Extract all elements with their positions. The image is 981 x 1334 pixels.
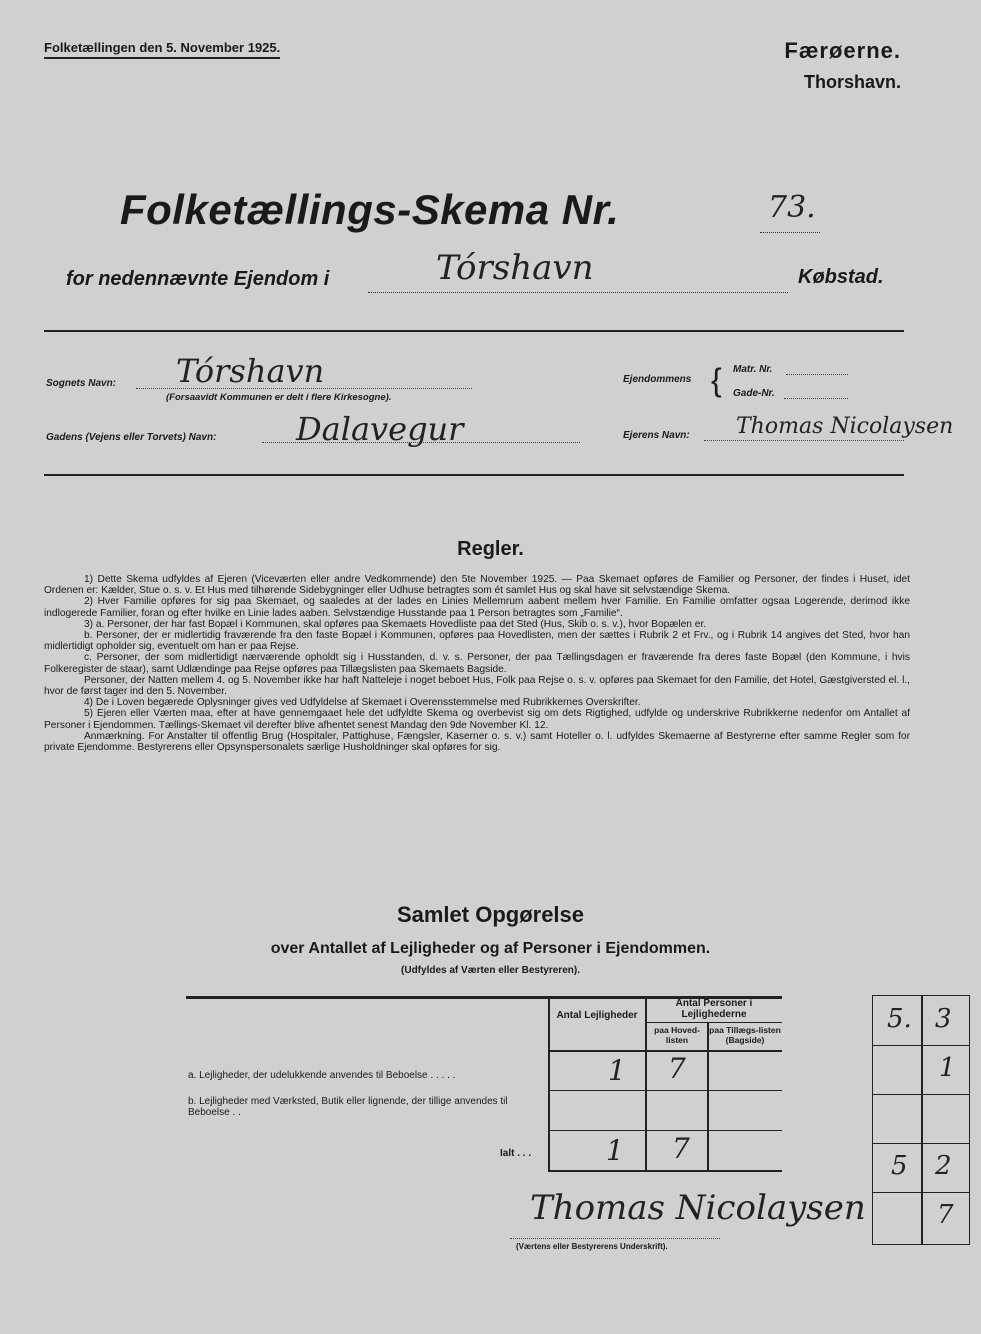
side-box-hline [873,1094,969,1095]
summary-subtitle: over Antallet af Lejligheder og af Personer i Ejendommen. [270,940,711,957]
owner-signature: Thomas Nicolaysen [530,1188,866,1228]
property-label: Ejendommens [623,374,692,385]
side-box-hline [873,1192,969,1193]
side-tally-box [872,995,970,1245]
rule-paragraph: 1) Dette Skema udfyldes af Ejeren (Viceværten eller andre Vedkommende) den 5te November 1925. — Paa Skemaet opføres de Familier og Personer, der findes i Huset, idet Ordenen er: Kælder, Stue o. s. v. Et Hus med tilhørende Sidebygninger eller Udhuse betragtes som ét samlet Hus og skal have sit selvstændige Skema. [44,574,910,597]
town-label: Thorshavn. [803,72,901,92]
row-total-apartments: 1 [606,1134,624,1167]
side-box-hline [873,1045,969,1046]
col-header-apartments: Antal Lejligheder [556,1010,638,1021]
property-brace: { [711,362,722,398]
rule-paragraph: 3) a. Personer, der har fast Bopæl i Kommunen, skal opføres paa Skemaets Hovedliste paa det Sted (Hus, Skib o. s. v.), hvor Bopælen er. [84,618,707,630]
signature-line [510,1238,720,1239]
table-hline [548,1130,782,1131]
side-box-cell: 3 [935,1004,952,1034]
region-label: Færøerne. [784,38,901,63]
parish-label: Sognets Navn: [46,378,117,389]
rule-paragraph: 2) Hver Familie opføres for sig paa Skemaet, og saaledes at der lades en Linies Mellemrum aabent mellem hver Familie. En Familie omfatter ogsaa Logerende, derimod ikke indlogerede Familier, foran og efter hvilke en Linie lades aaben. Selvstændige Husstande paa 1 Person betragtes som „Familie“. [44,596,910,619]
owner-value: Thomas Nicolaysen [736,414,954,439]
rules-heading: Regler. [457,538,524,560]
form-number-handwritten: 73. [768,190,816,225]
table-vline [548,996,550,1172]
matr-label: Matr. Nr. [733,364,773,375]
row-a-main: 7 [668,1052,686,1085]
rule-paragraph: c. Personer, der som midlertidigt nærværende opholdt sig i Husstanden, d. v. s. Personer, der paa Tællingsdagen er fraværende fra deres faste Bopæl (den Kommune, i hvis Folkeregister de staar), samt Udlændinge paa Rejse opføres paa Tillægslisten paa Skemaets Bagside. [44,652,910,675]
street-label: Gadens (Vejens eller Torvets) Navn: [46,432,217,443]
census-date-label: Folketællingen den 5. November 1925. [44,40,280,59]
row-label-total: Ialt . . . [500,1148,532,1159]
row-a-apartments: 1 [608,1054,626,1087]
col-header-persons: Antal Personer i Lejlighederne [675,998,753,1020]
rule-paragraph: b. Personer, der er midlertidig fraværende fra den faste Bopæl i Kommunen, opføres paa Hovedlisten, men der sættes i Rubrik 2 et Frv., og i Rubrik 14 angives det Sted, hvor han midlertidigt opholder sig, eventuelt om han er paa Rejse. [44,630,910,653]
row-total-main: 7 [672,1132,690,1165]
side-box-cell: 5 [891,1151,908,1181]
side-box-vline [921,996,923,1244]
side-box-cell: 7 [937,1200,954,1230]
row-label-b: b. Lejligheder med Værksted, Butik eller lignende, der tillige anvendes til Beboelse . . [188,1096,508,1118]
row-label-a: a. Lejligheder, der udelukkende anvendes til Beboelse . . . . . [188,1070,456,1081]
summary-title: Samlet Opgørelse [396,902,585,927]
rule-paragraph: 4) De i Loven begærede Oplysninger gives ved Udfyldelse af Skemaet i Overensstemmelse med Rubrikkernes Overskrifter. [84,697,641,709]
gade-label: Gade-Nr. [733,388,775,399]
owner-label: Ejerens Navn: [623,430,690,441]
col-header-main: paa Hoved-listen [654,1025,700,1045]
table-hline [646,1022,782,1023]
side-box-hline [873,1143,969,1144]
table-hline [548,1170,782,1172]
form-title: Folketællings-Skema Nr. [120,186,620,233]
city-handwritten: Tórshavn [436,248,594,288]
table-hline [548,1050,782,1052]
street-value: Dalavegur [296,410,464,448]
parish-note: (Forsaavidt Kommunen er delt i flere Kirkesogne). [166,392,392,403]
side-box-cell: 2 [935,1151,952,1181]
parish-value: Tórshavn [176,352,325,390]
kobstad-label: Købstad. [798,266,884,288]
property-for-label: for nedennævnte Ejendom i [66,268,330,290]
rule-paragraph: 5) Ejeren eller Værten maa, efter at have gennemgaaet hele det udfyldte Skema og overbevist sig om dets Rigtighed, udfylde og underskrive Rubrikkerne nedenfor om Antallet af Personer i Ejendommen. Tællings-Skemaet vil derefter blive afhentet senest Mandag den 9de November Kl. 12. [44,708,910,731]
signature-caption: (Værtens eller Bestyrerens Underskrift). [516,1242,668,1251]
side-box-cell: 5. [887,1004,912,1034]
col-header-supp: paa Tillægs-listen (Bagside) [709,1025,781,1045]
summary-note: (Udfyldes af Værten eller Bestyreren). [401,965,580,976]
rule-paragraph: Personer, der Natten mellem 4. og 5. November ikke har haft Natteleje i noget beboet Hus, Folk paa Rejse o. s. v. opføres paa Skemaet for den Familie, det Hotel, Gæstgiversted el. l., hvor de først tager ind den 5. November. [44,674,910,698]
rule-annotation: Anmærkning. For Anstalter til offentlig Brug (Hospitaler, Pattighuse, Fængsler, Kaserner o. s. v.) samt Hoteller o. l. udfyldes Skemaerne af Bestyrerne efter samme Regler som for private Ejendomme. Bestyrerens eller Opsynspersonalets særlige Husholdninger skal opføres for sig. [44,730,910,754]
side-box-cell: 1 [939,1053,956,1083]
table-hline [548,1090,782,1091]
